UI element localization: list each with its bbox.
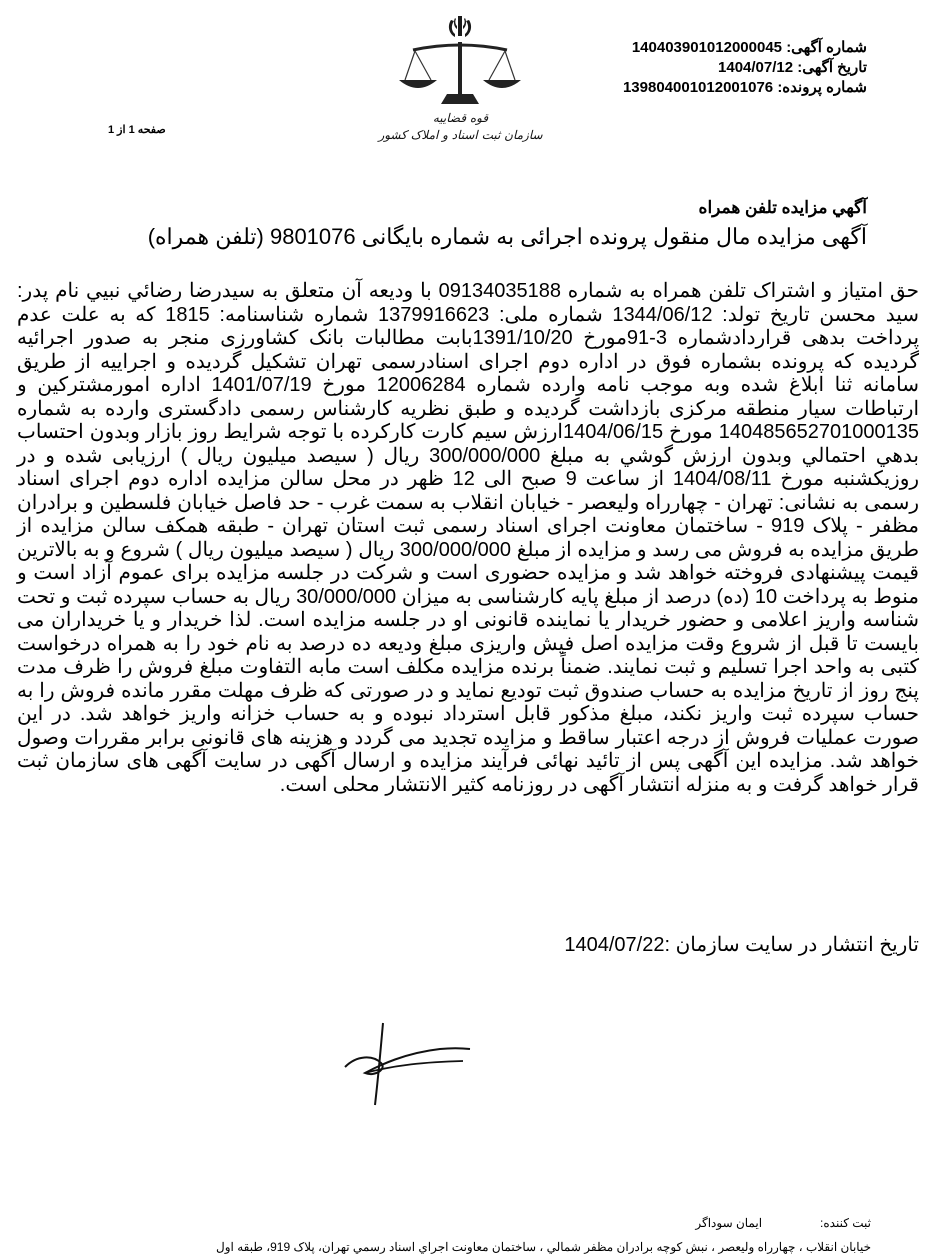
office-address: خيابان انقلاب ، چهارراه وليعصر ، نبش کوچه برادران مظفر شمالي ، ساختمان معاونت اجراي اسناد رسمي تهران، پلاک 919، طبقه اول [216,1240,871,1254]
ad-number-line [567,38,867,58]
ad-date: 1404/07/12 [718,59,794,76]
registrant-name: ایمان سوداگر [695,1216,763,1230]
ad-title: آگهي مزايده تلفن همراه [698,198,867,217]
case-number-label: شماره پرونده: [777,79,867,96]
case-number-line [567,78,867,98]
publish-line [564,932,919,957]
ad-date-line [567,58,867,78]
registrant-line [695,1216,871,1230]
org-line-1: قوه قضاییه [432,111,489,125]
organization-name [378,110,543,144]
signature-icon [335,1015,475,1115]
org-line-2: سازمان ثبت اسناد و املاک کشور [378,128,543,142]
ad-metadata [567,38,867,98]
registrant-label: ثبت کننده: [820,1216,871,1230]
ad-subtitle: آگهی مزایده مال منقول پرونده اجرائی به شماره بایگانی 9801076 (تلفن همراه) [147,224,867,249]
ad-body: حق امتياز و اشتراک تلفن همراه به شماره 09134035188 با وديعه آن متعلق به سيدرضا رضائي نبيي نام پدر: سيد محسن تاريخ تولد: 1344/06/12 شماره ملی: 1379916623 شماره شناسنامه: 1815 که به علت عدم پرداخت بدهی قراردادشماره 3-91مورخ 1391/10/20بابت مطالبات بانک کشاورزی منجر به صدور اجرائیه گردیده که پرونده بشماره فوق در اداره دوم اجرای اسنادرسمی تهران تشکیل گردیده و اجراییه از طریق سامانه ثنا ابلاغ شده وبه موجب نامه وارده شماره 12006284 مورخ 1401/07/19 اداره امورمشترکین و ارتباطات سيار منطقه مرکزی بازداشت گردیده و طبق نظریه کارشناس رسمی دادگستری وارده به شماره 14048565270100013​5 مورخ 1404/06/15ارزش سيم کارت کارکرده با توجه شرایط روز بازار وبدون احتساب بدهي احتمالي وبدون ارزش گوشي به مبلغ 300/000/000 ريال ( سیصد میلیون ریال ) ارزیابی شده و در روزیکشنبه مورخ 1404/08/11 از ساعت 9 صبح الی 12 ظهر در محل سالن مزایده اداره دوم اجرای اسناد رسمی به نشانی: تهران - چهارراه ولیعصر - خیابان انقلاب به سمت غرب - حد فاصل خیابان فلسطین و برادران مظفر - پلاک 919 - ساختمان معاونت اجرای اسناد رسمی ثبت استان تهران - طبقه همکف سالن مزایده از طریق مزایده به فروش می رسد و مزایده از مبلغ 300/000/000 ریال ( سیصد میلیون ریال ) شروع و به بالاترین قیمت پیشنهادی فروخته خواهد شد و مزایده حضوری است و شرکت در جلسه مزایده برای عموم آزاد است و منوط به پرداخت 10 (ده) درصد از مبلغ پایه کارشناسی به میزان 30/000/000 ریال به حساب سپرده ثبت و تحت شناسه واریز اعلامی و حضور خریدار یا نماینده قانونی او در جلسه مزایده است. لذا خریدار و یا خریداران می بایست تا قبل از شروع وقت مزایده اصل فیش واریزی مبلغ ودیعه ده درصد به نام خود را به همراه درخواست کتبی به واحد اجرا تسلیم و ثبت نمایند. ضمناً برنده مزایده مکلف است مابه التفاوت مبلغ فروش را ظرف مدت پنج روز از تاریخ مزایده به حساب صندوق ثبت تودیع نماید و در صورتی که ظرف مهلت مقرر مانده فروش را به حساب سپرده ثبت واریز نکند، مبلغ مذکور قابل استرداد نبوده و به حساب خزانه واریز خواهد شد. در این صورت عملیات فروش از درجه اعتبار ساقط و مزایده تجدید می گردد و هزینه های قانونی برابر مقررات وصول خواهد شد. مزایده این آگهی پس از تائید نهائی فرآیند مزایده و ارسال آگهی در سایت آگهی های سازمان ثبت قرار خواهد گرفت و به منزله انتشار آگهی در روزنامه کثیر الانتشار محلی است. [17,280,920,796]
case-number: 13980400101200107​6 [622,79,774,96]
publish-date: 1404/07/22 [564,934,665,956]
ad-date-label: تاریخ آگهی: [797,59,867,76]
publish-label: تاریخ انتشار در سایت سازمان : [664,934,919,956]
page-number: صفحه 1 از 1 [108,124,166,136]
ad-number-label: شماره آگهی: [786,39,867,56]
ad-number: 14040390101200004​5 [631,39,783,56]
